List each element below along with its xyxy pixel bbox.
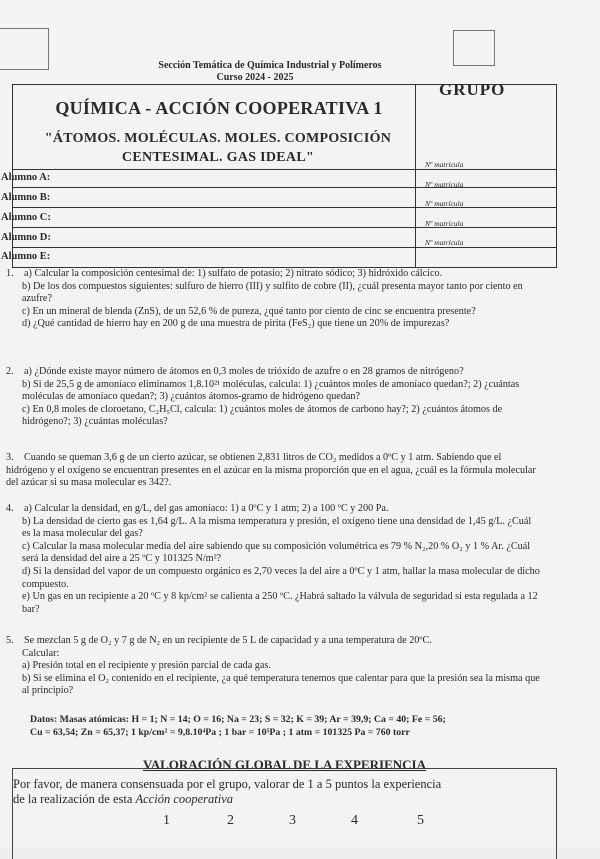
question-line: d) ¿Qué cantidad de hierro hay en 200 g de una muestra de pirita (FeS₂) que tiene un 20% de impurezas? [22, 318, 450, 330]
rating-option-5[interactable]: 5 [417, 813, 424, 828]
question-1 [6, 268, 542, 331]
student-a-label: Alumno A: [1, 172, 51, 183]
grupo-divider [415, 85, 416, 267]
question-line: b) Si se elimina el O₂ contenido en el recipiente, ¿a qué temperatura tenemos que calentar para que la presión sea la misma que al principio? [22, 672, 540, 697]
rating-option-3[interactable]: 3 [289, 813, 296, 828]
question-2 [6, 366, 542, 429]
valoracion-text-line-2 [13, 792, 553, 807]
student-b-matricula: Nº matrícula [425, 180, 464, 189]
question-4 [6, 503, 542, 616]
question-3 [6, 452, 542, 490]
student-e-matricula: Nº matrícula [425, 238, 464, 247]
grupo-label: GRUPO [439, 80, 506, 99]
question-line: e) Un gas en un recipiente a 20 ºC y 8 kp/cm² se calienta a 250 ºC. ¿Habrá saltado la válvula de seguridad si esta regulada a 12 bar? [22, 591, 538, 615]
row-divider [13, 187, 556, 188]
student-b-label: Alumno B: [1, 192, 51, 203]
valoracion-frame [12, 757, 557, 859]
student-e-label: Alumno E: [1, 251, 51, 262]
question-line: Se mezclan 5 g de O₂ y 7 g de N₂ en un recipiente de 5 L de capacidad y a una temperatura de 20ºC. [24, 635, 432, 646]
student-c-label: Alumno C: [1, 212, 51, 223]
row-divider [13, 247, 556, 248]
main-title: QUÍMICA - ACCIÓN COOPERATIVA 1 [55, 98, 383, 118]
row-divider [13, 227, 556, 228]
question-line: a) Calcular la composición centesimal de: 1) sulfato de potasio; 2) nitrato sódico; 3) hidróxido cálcico. [24, 268, 443, 279]
section-header: Sección Temática de Química Industrial y Polímeros [158, 60, 382, 71]
student-c-matricula: Nº matrícula [425, 199, 464, 208]
valoracion-text-line-1: Por favor, de manera consensuada por el grupo, valorar de 1 a 5 puntos la experiencia [13, 777, 442, 791]
question-number: 2. [6, 366, 14, 377]
question-line: b) Si de 25,5 g de amoníaco eliminamos 1,8.10²¹ moléculas, calcula: 1) ¿cuántos moles de amoníaco quedan?; 2) ¿cuántas moléculas de amoníaco quedan?; 3) ¿cuántos átomos-gramo de hidrógeno quedan? [22, 378, 520, 403]
question-line: c) En un mineral de blenda (ZnS), de un 52,6 % de pureza, ¿qué tanto por ciento de cinc se encuentra presente? [22, 305, 476, 317]
question-line: c) Calcular la masa molecular media del aire sabiendo que su composición volumétrica es 79 % N₂,20 % O₂ y 1 % Ar. ¿Cuál será la densidad del aire a 25 ºC y 101325 N/m²? [22, 540, 531, 565]
student-d-label: Alumno D: [1, 232, 51, 243]
question-number: 5. [6, 635, 14, 646]
question-number: 4. [6, 503, 14, 514]
question-line: Calcular: [22, 647, 60, 659]
question-number: 1. [6, 268, 14, 279]
question-5 [6, 635, 542, 698]
accion-cooperativa-label: Acción cooperativa [135, 792, 234, 806]
question-line: a) ¿Dónde existe mayor número de átomos en 0,3 moles de trióxido de azufre o en 28 gramos de nitrógeno? [24, 366, 464, 377]
title-frame [1, 80, 557, 268]
subtitle-line-2: CENTESIMAL. GAS IDEAL" [121, 150, 315, 165]
rating-option-1[interactable]: 1 [163, 813, 170, 828]
rating-option-2[interactable]: 2 [227, 813, 234, 828]
question-line: a) Calcular la densidad, en g/L, del gas amoníaco: 1) a 0ºC y 1 atm; 2) a 100 ºC y 200 Pa. [24, 503, 389, 514]
question-line: b) De los dos compuestos siguientes: sulfuro de hierro (III) y sulfito de cobre (II), ¿cuál presenta mayor tanto por ciento en azufre? [22, 280, 523, 305]
data-units-line: Cu = 63,54; Zn = 65,37; 1 kp/cm² = 9,8.10⁴Pa ; 1 bar = 10⁵Pa ; 1 atm = 101325 Pa = 760 torr [30, 727, 410, 738]
course-label: Curso 2024 - 2025 [216, 72, 294, 83]
question-line: Cuando se queman 3,6 g de un cierto azúcar, se obtienen 2,831 litros de CO₂ medidos a 0ºC y 1 atm. Sabiendo que el hidrógeno y el oxígeno se encuentran presentes en el azúcar en la misma proporción que en el agua, ¿cuál es la fórmula molecular del azúcar si su masa molecular es 342?. [6, 452, 536, 489]
row-divider [13, 207, 556, 208]
question-line: a) Presión total en el recipiente y presión parcial de cada gas. [22, 660, 271, 672]
valoracion-text-part: de la realización de esta [13, 792, 133, 806]
data-masses-line: Datos: Masas atómicas: H = 1; N = 14; O = 16; Na = 23; S = 32; K = 39; Ar = 39,9; Ca = 40; Fe = 56; [30, 714, 446, 725]
student-a-matricula: Nº matrícula [425, 160, 464, 169]
question-line: d) Si la densidad del vapor de un compuesto orgánico es 2,70 veces la del aire a 0ºC y 1 atm, hallar la masa molecular de dicho compuesto. [22, 565, 540, 590]
question-line: c) En 0,8 moles de cloroetano, C₂H₅Cl, calcula: 1) ¿cuántos moles de átomos de carbono hay?; 2) ¿cuántos átomos de hidrógeno?; 3) ¿cuántas moléculas? [22, 403, 503, 428]
row-divider [13, 169, 556, 170]
rating-option-4[interactable]: 4 [351, 813, 358, 828]
subtitle-line-1: "ÁTOMOS. MOLÉCULAS. MOLES. COMPOSICIÓN [44, 131, 392, 146]
question-line: b) La densidad de cierto gas es 1,64 g/L. A la misma temperatura y presión, el oxígeno tiene una densidad de 1,45 g/L. ¿Cuál es la masa molecular del gas? [22, 515, 532, 540]
corner-box-right [453, 30, 495, 66]
valoracion-title: VALORACIÓN GLOBAL DE LA EXPERIENCIA [143, 757, 426, 772]
student-d-matricula: Nº matrícula [425, 219, 464, 228]
question-number: 3. [6, 452, 14, 463]
corner-box-left [0, 28, 49, 70]
